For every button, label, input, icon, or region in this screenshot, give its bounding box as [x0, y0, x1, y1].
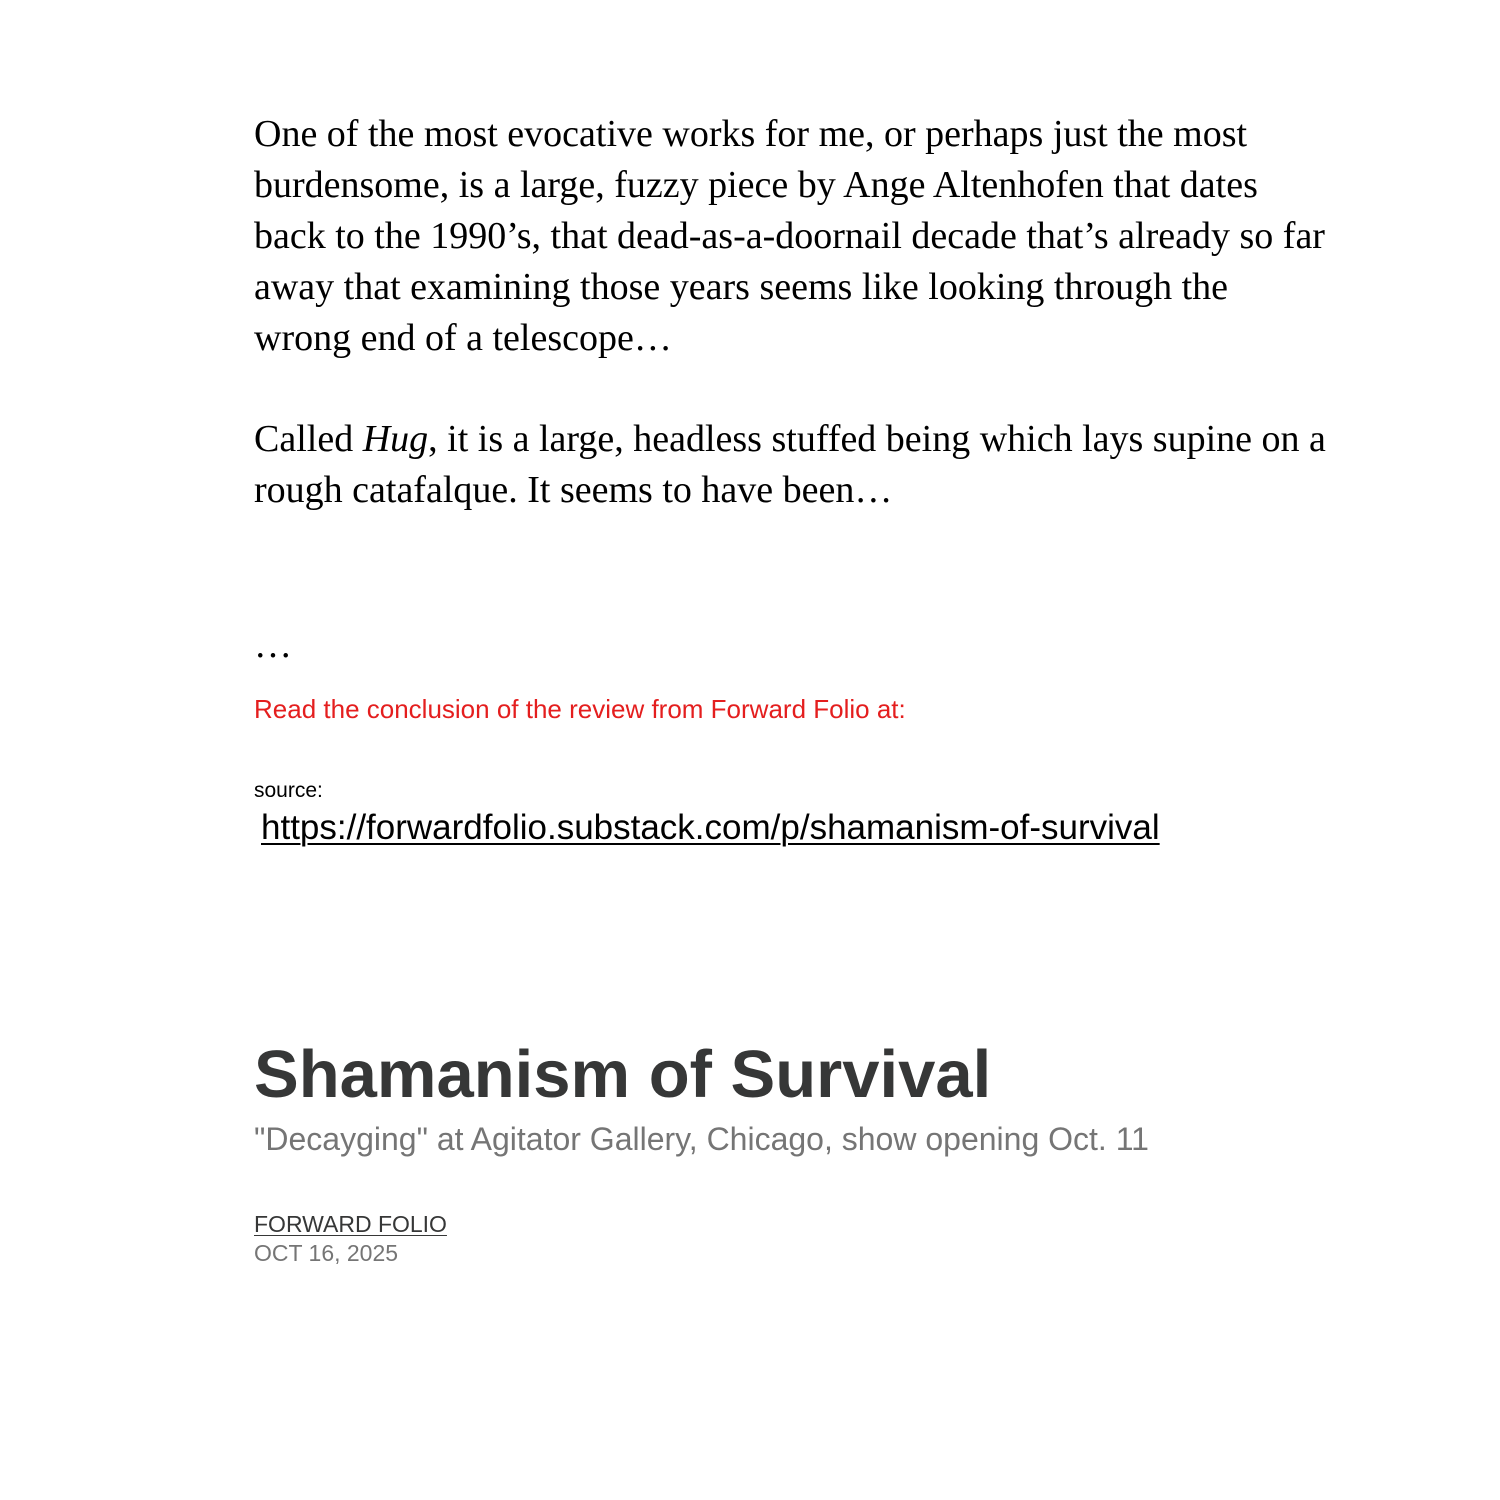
excerpt-paragraph-2-end: , it is a large, headless stuffed being which lays supine on a rough catafalque. It seems to have been… [254, 418, 1326, 511]
excerpt-paragraph-2-start: Called [254, 418, 363, 460]
excerpt-ellipsis: … [254, 624, 292, 666]
article-title: Shamanism of Survival [254, 1037, 992, 1112]
publisher-link[interactable]: FORWARD FOLIO [254, 1211, 447, 1237]
publish-date: OCT 16, 2025 [254, 1240, 399, 1266]
source-label: source: [254, 779, 323, 802]
artwork-title: Hug [362, 418, 429, 460]
article-subtitle: "Decayging" at Agitator Gallery, Chicago, show opening Oct. 11 [254, 1121, 1149, 1157]
excerpt-paragraph-2 [254, 414, 1334, 516]
excerpt-paragraph-1: One of the most evocative works for me, or perhaps just the most burdensome, is a large, fuzzy piece by Ange Altenhofen that dates back to the 1990’s, that dead-as-a-doornail decade that’s already so far away that examining those years seems like looking through the wrong end of a telescope… [254, 113, 1325, 359]
source-link[interactable]: https://forwardfolio.substack.com/p/shamanism-of-survival [261, 808, 1160, 847]
read-more-note: Read the conclusion of the review from Forward Folio at: [254, 694, 906, 724]
page [254, 0, 1354, 1500]
